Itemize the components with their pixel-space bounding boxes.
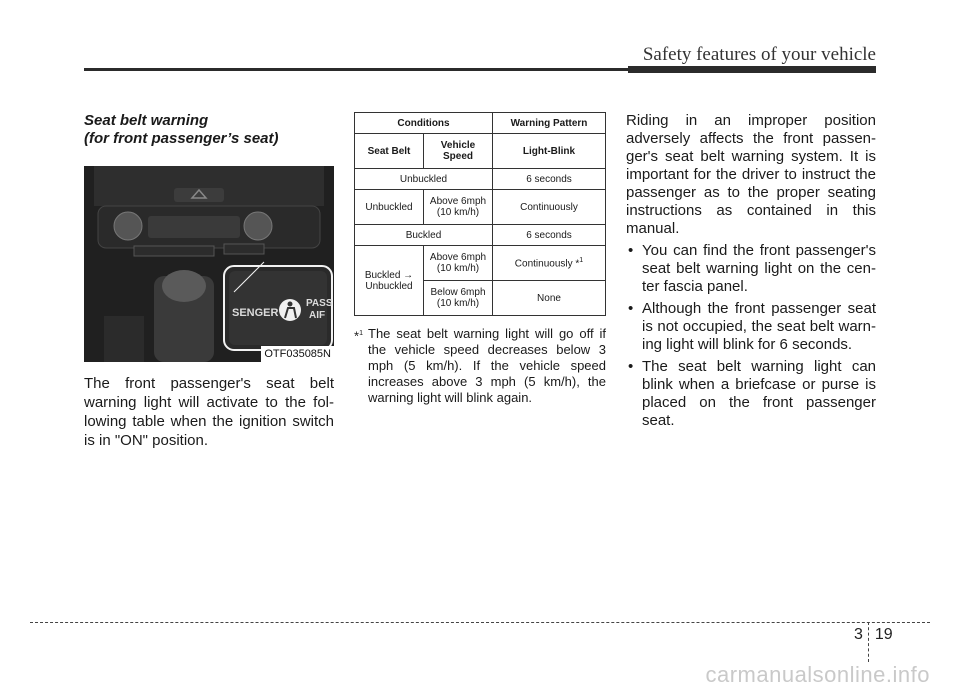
panel-text-pass: PASS	[306, 298, 333, 309]
column-left	[84, 112, 334, 465]
seatbelt-warning-icon	[279, 299, 301, 321]
th-conditions: Conditions	[355, 113, 493, 134]
page-number-value: 19	[874, 626, 893, 643]
table-row	[355, 169, 606, 190]
watermark: carmanualsonline.info	[705, 662, 930, 687]
page-divider	[868, 622, 870, 662]
th-seat-belt: Seat Belt	[355, 134, 424, 169]
cell-speed-line1: Below 6mph	[430, 287, 486, 298]
cell-pattern	[493, 246, 606, 281]
page-number	[854, 626, 893, 662]
cell-pattern: None	[493, 281, 606, 316]
footnote-text: The seat belt warning light will go off if the vehicle speed decreases below 3 mph (5 km/h). If the vehicle speed increases above 3 mph (5 km/h), the warning light will blink again.	[368, 326, 606, 405]
footnote-sup: 1	[359, 330, 363, 337]
cell-speed	[424, 246, 493, 281]
cell-pattern: Continuously	[493, 190, 606, 225]
cell-condition: Unbuckled	[355, 169, 493, 190]
cell-pattern: 6 seconds	[493, 169, 606, 190]
panel-text-senger: SENGER	[232, 307, 279, 319]
table-row	[355, 246, 606, 281]
footer-rule	[30, 622, 930, 623]
bullet-dot: •	[628, 300, 634, 317]
bullet-dot: •	[628, 358, 634, 375]
cell-speed	[424, 190, 493, 225]
footnote-mark	[354, 326, 363, 344]
table-row	[355, 225, 606, 246]
table-header-row	[355, 113, 606, 134]
list-item-text: Although the front passenger seat is not occupied, the seat belt warn-ing light will blink for 6 seconds.	[642, 300, 876, 353]
footnote-star: *	[354, 328, 360, 344]
list-item	[626, 242, 876, 296]
list-item-text: You can find the front passenger's seat belt warning light on the cen-ter fascia panel.	[642, 242, 876, 295]
intro-paragraph: The front passenger's seat belt warning light will activate to the fol-lowing table when the ignition switch is in "ON" position.	[84, 375, 334, 449]
cell-speed	[424, 281, 493, 316]
th-light-blink: Light-Blink	[493, 134, 606, 169]
cell-belt-line1: Buckled →	[364, 269, 414, 281]
warning-table	[354, 112, 606, 316]
chapter-number: 3	[854, 626, 863, 643]
bullet-dot: •	[628, 242, 634, 259]
cell-speed-line2: (10 km/h)	[436, 298, 480, 309]
cell-speed-line2: (10 km/h)	[436, 207, 480, 218]
footnote-ref: 1	[579, 256, 584, 264]
riding-paragraph: Riding in an improper position adversely affects the front passen-ger's seat belt warning system. It is important for the driver to instruct the passenger as to the proper seating instructions as contained in this manual.	[626, 112, 876, 237]
bullet-list	[626, 242, 876, 430]
th-speed-label: Speed	[442, 151, 473, 162]
list-item	[626, 300, 876, 354]
section-title	[84, 112, 334, 148]
section-title-line1: Seat belt warning	[84, 112, 209, 129]
cell-seat-belt: Unbuckled	[355, 190, 424, 225]
cell-speed-line1: Above 6mph	[429, 196, 487, 207]
th-warning-pattern: Warning Pattern	[493, 113, 606, 134]
table-subheader-row	[355, 134, 606, 169]
section-title-line2: (for front passenger’s seat)	[84, 130, 279, 147]
th-vehicle-speed	[424, 134, 493, 169]
cell-pattern-text: Continuously *	[514, 258, 580, 270]
dashboard-illustration	[84, 166, 334, 362]
table-row	[355, 190, 606, 225]
cell-speed-line2: (10 km/h)	[436, 263, 480, 274]
panel-text-aif: AIF	[309, 310, 326, 321]
cell-pattern: 6 seconds	[493, 225, 606, 246]
dashboard-photo	[84, 166, 334, 362]
cell-condition: Buckled	[355, 225, 493, 246]
header-rule	[84, 68, 876, 71]
page-header-title: Safety features of your vehicle	[642, 44, 876, 65]
cell-speed-line1: Above 6mph	[429, 252, 487, 263]
th-vehicle-label: Vehicle	[440, 140, 476, 151]
column-right	[626, 112, 876, 434]
list-item-text: The seat belt warning light can blink when a briefcase or purse is placed on the front passenger seat.	[642, 358, 876, 429]
cell-belt-line2: Unbuckled	[365, 280, 413, 292]
photo-code-label: OTF035085N	[261, 346, 334, 362]
footnote	[354, 326, 606, 406]
cell-seat-belt	[355, 246, 424, 316]
column-middle	[354, 112, 606, 406]
list-item	[626, 358, 876, 430]
